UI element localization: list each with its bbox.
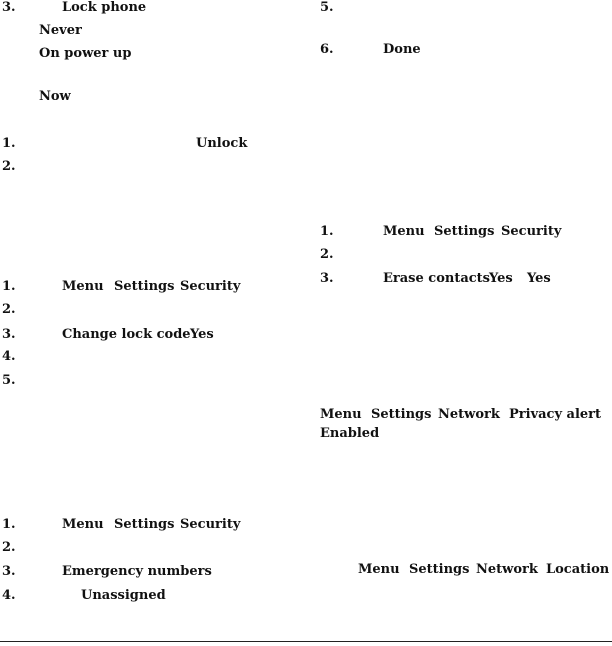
emergency-numbers-label: Emergency numbers bbox=[62, 564, 212, 579]
step-number: 4. bbox=[2, 349, 16, 364]
menu-label: Menu bbox=[358, 562, 400, 577]
step-number: 4. bbox=[2, 588, 16, 603]
step-number: 1. bbox=[2, 279, 16, 294]
step-number: 5. bbox=[2, 373, 16, 388]
step-number: 3. bbox=[2, 564, 16, 579]
step-number: 1. bbox=[2, 136, 16, 151]
menu-label: Menu bbox=[383, 224, 425, 239]
option-on-power-up: On power up bbox=[39, 46, 132, 61]
unlock-label: Unlock bbox=[196, 136, 248, 151]
security-label: Security bbox=[180, 517, 241, 532]
step-number: 2. bbox=[2, 159, 16, 174]
lock-phone-label: Lock phone bbox=[62, 0, 147, 15]
step-number: 1. bbox=[320, 224, 334, 239]
step-number: 2. bbox=[320, 247, 334, 262]
change-lock-code-label: Change lock code bbox=[62, 327, 191, 342]
unassigned-label: Unassigned bbox=[81, 588, 166, 603]
step-number: 2. bbox=[2, 302, 16, 317]
location-label: Location bbox=[546, 562, 610, 577]
step-number: 6. bbox=[320, 42, 334, 57]
menu-label: Menu bbox=[62, 279, 104, 294]
security-label: Security bbox=[180, 279, 241, 294]
network-label: Network bbox=[476, 562, 538, 577]
security-label: Security bbox=[501, 224, 562, 239]
privacy-alert-label: Privacy alert bbox=[509, 407, 602, 422]
yes-label: Yes bbox=[489, 271, 513, 286]
settings-label: Settings bbox=[114, 279, 175, 294]
step-number: 3. bbox=[320, 271, 334, 286]
erase-contacts-label: Erase contacts bbox=[383, 271, 491, 286]
yes-label: Yes bbox=[527, 271, 551, 286]
settings-label: Settings bbox=[434, 224, 495, 239]
enabled-label: Enabled bbox=[320, 426, 380, 441]
settings-label: Settings bbox=[114, 517, 175, 532]
step-number: 1. bbox=[2, 517, 16, 532]
step-number: 2. bbox=[2, 540, 16, 555]
yes-label: Yes bbox=[190, 327, 214, 342]
menu-label: Menu bbox=[320, 407, 362, 422]
step-number: 3. bbox=[2, 327, 16, 342]
network-label: Network bbox=[438, 407, 500, 422]
done-label: Done bbox=[383, 42, 421, 57]
step-number: 5. bbox=[320, 0, 334, 15]
bottom-divider bbox=[0, 641, 612, 642]
option-now: Now bbox=[39, 89, 71, 104]
menu-label: Menu bbox=[62, 517, 104, 532]
option-never: Never bbox=[39, 23, 82, 38]
settings-label: Settings bbox=[371, 407, 432, 422]
settings-label: Settings bbox=[409, 562, 470, 577]
step-number: 3. bbox=[2, 0, 16, 15]
